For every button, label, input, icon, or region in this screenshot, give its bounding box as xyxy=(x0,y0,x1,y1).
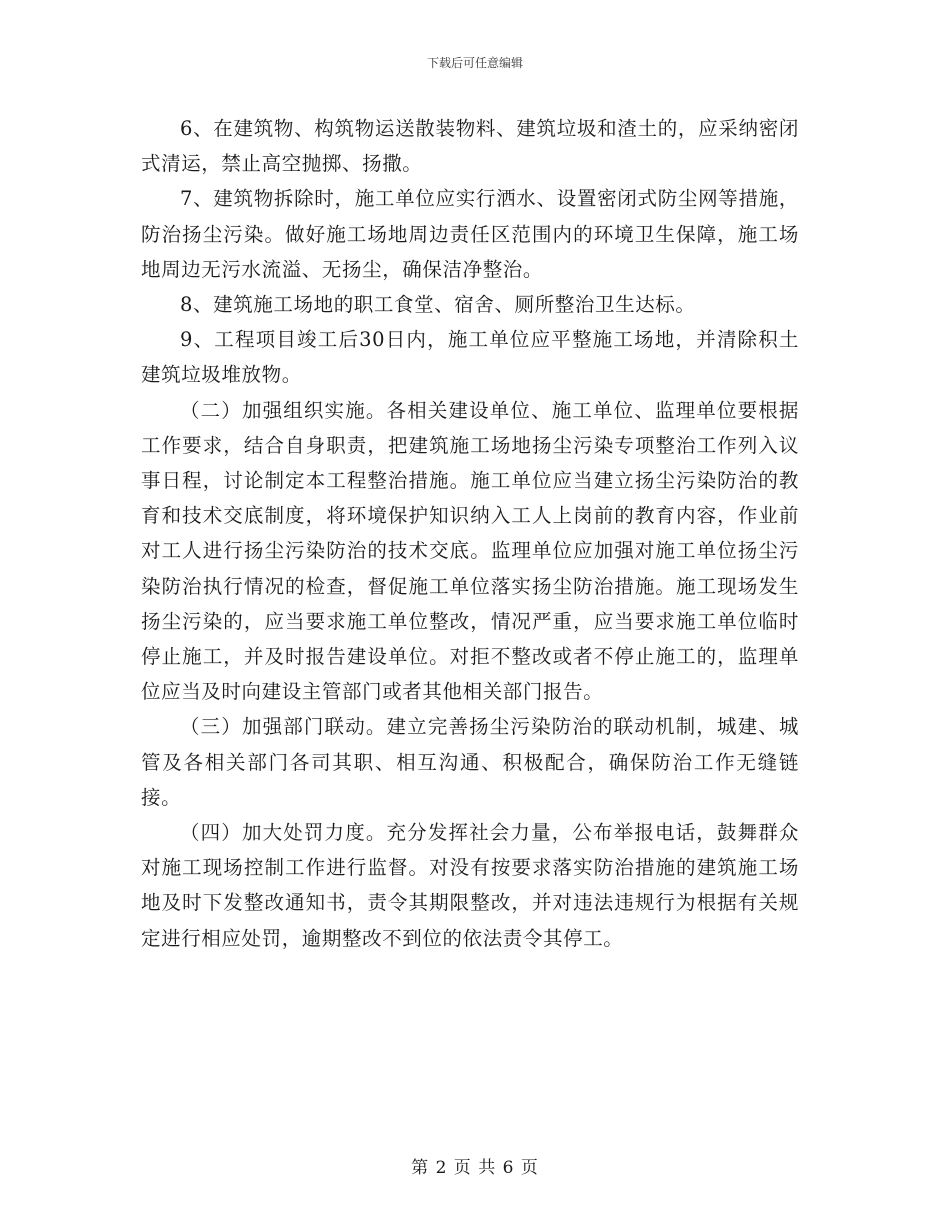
paragraph-item-9: 9、工程项目竣工后30日内，施工单位应平整施工场地，并清除积土建筑垃圾堆放物。 xyxy=(141,328,799,387)
paragraph-item-6: 6、在建筑物、构筑物运送散装物料、建筑垃圾和渣土的，应采纳密闭式清运，禁止高空抛掷、扬撒。 xyxy=(141,117,799,176)
paragraph-item-8: 8、建筑施工场地的职工食堂、宿舍、厕所整治卫生达标。 xyxy=(180,293,696,317)
paragraph-item-7: 7、建筑物拆除时，施工单位应实行洒水、设置密闭式防尘网等措施，防治扬尘污染。做好施工场地周边责任区范围内的环境卫生保障，施工场地周边无污水流溢、无扬尘，确保洁净整治。 xyxy=(141,187,799,281)
paragraph-section-4: （四）加大处罚力度。充分发挥社会力量，公布举报电话，鼓舞群众对施工现场控制工作进行监督。对没有按要求落实防治措施的建筑施工场地及时下发整改通知书，责令其期限整改，并对违法违规行为根据有关规定进行相应处罚，逾期整改不到位的依法责令其停工。 xyxy=(141,821,799,950)
paragraph-section-3: （三）加强部门联动。建立完善扬尘污染防治的联动机制，城建、城管及各相关部门各司其职、相互沟通、积极配合，确保防治工作无缝链接。 xyxy=(141,715,799,809)
paragraph-section-2: （二）加强组织实施。各相关建设单位、施工单位、监理单位要根据工作要求，结合自身职责，把建筑施工场地扬尘污染专项整治工作列入议事日程，讨论制定本工程整治措施。施工单位应当建立扬尘污染防治的教育和技术交底制度，将环境保护知识纳入工人上岗前的教育内容，作业前对工人进行扬尘污染防治的技术交底。监理单位应加强对施工单位扬尘污染防治执行情况的检查，督促施工单位落实扬尘防治措施。施工现场发生扬尘污染的，应当要求施工单位整改，情况严重，应当要求施工单位临时停止施工，并及时报告建设单位。对拒不整改或者不停止施工的，监理单位应当及时向建设主管部门或者其他相关部门报告。 xyxy=(141,398,799,704)
document-body xyxy=(141,111,799,956)
page-number-footer: 第 2 页 共 6 页 xyxy=(411,1158,539,1178)
page-header-note: 下载后可任意编辑 xyxy=(426,56,523,70)
